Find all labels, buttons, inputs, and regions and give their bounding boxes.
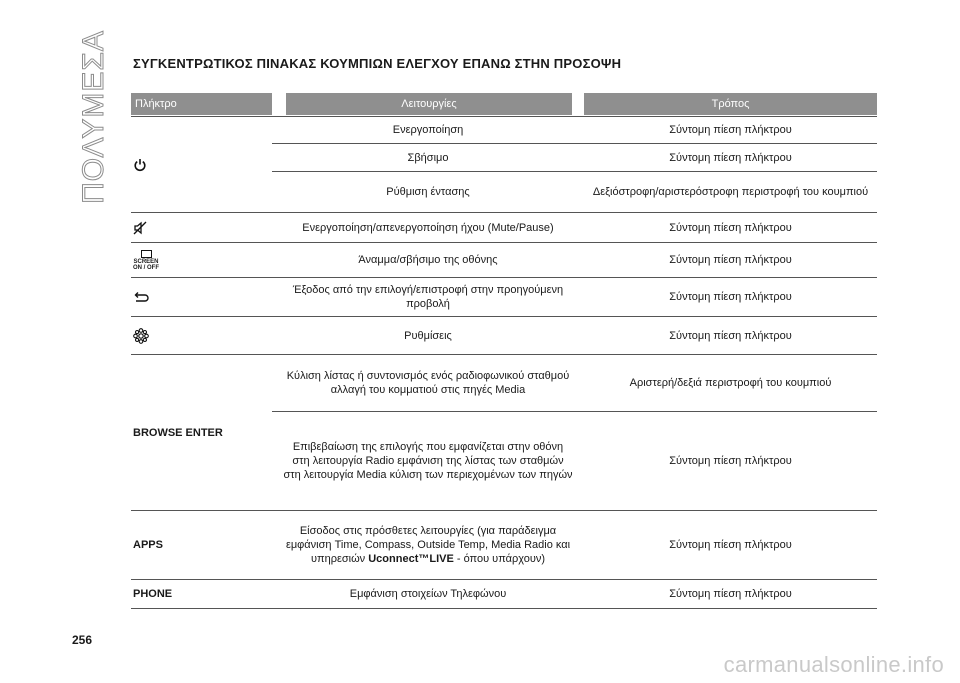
table-row [272,355,877,412]
table-row [272,172,877,212]
function-cell: Έξοδος από την επιλογή/επιστροφή στην προηγούμενη προβολή [292,284,564,310]
function-cell: Εμφάνιση στοιχείων Τηλεφώνου [349,588,507,600]
table-row-settings [131,317,877,355]
table-row [272,144,877,172]
table-row-mute [131,213,877,243]
key-back [131,278,272,316]
key-screen [131,243,272,277]
section-tab-label: ΠΟΛΥΜΕΣΑ [77,30,110,204]
table-row-phone [131,580,877,609]
key-browse: BROWSE ENTER [133,426,223,439]
method-cell: Δεξιόστροφη/αριστερόστροφη περιστροφή του κουμπιού [592,186,869,198]
page-title: ΣΥΓΚΕΝΤΡΩΤΙΚΟΣ ΠΙΝΑΚΑΣ ΚΟΥΜΠΙΩΝ ΕΛΕΓΧΟΥ ΕΠΑΝΩ ΣΤΗΝ ΠΡΟΣΟΨΗ [133,56,622,71]
key-mute [131,213,272,242]
header-method: Τρόπος [584,93,877,115]
function-cell: Επιβεβαίωση της επιλογής που εμφανίζεται στην οθόνη στη λειτουργία Radio εμφάνιση της λίστας των σταθμών στη λειτουργία Media κύλιση των περιεχομένων των πηγών [283,441,573,481]
table-row [272,117,877,144]
page-number: 256 [72,633,93,647]
header-function: Λειτουργίες [286,93,572,115]
table-row-power [131,116,877,213]
table-row-apps [131,511,877,580]
method-cell: Σύντομη πίεση πλήκτρου [669,151,792,164]
table-header [131,93,877,115]
function-cell: Σβήσιμο [407,151,449,164]
key-settings [131,317,272,354]
key-apps: APPS [133,539,163,551]
method-cell: Σύντομη πίεση πλήκτρου [669,329,792,342]
section-tab [72,30,116,204]
back-icon [133,291,149,303]
method-cell: Σύντομη πίεση πλήκτρου [669,291,792,303]
function-cell: Ρύθμιση έντασης [386,186,470,198]
table-row-back [131,278,877,317]
table-row-screen [131,243,877,278]
method-cell: Σύντομη πίεση πλήκτρου [669,221,792,234]
function-cell: Είσοδος στις πρόσθετες λειτουργίες (για παράδειγμα εμφάνιση Time, Compass, Outside Temp, Media Radio και υπηρεσιών Uconnect™LIVE - όπου υπάρχουν) [285,525,571,565]
power-icon [133,158,147,172]
function-cell: Άναμμα/σβήσιμο της οθόνης [358,254,498,266]
method-cell: Σύντομη πίεση πλήκτρου [669,455,792,467]
settings-icon [133,328,149,344]
controls-table [131,93,877,609]
key-power [131,117,272,212]
screen-onoff-icon: SCREEN ON / OFF [133,250,159,271]
function-cell: Ρυθμίσεις [404,329,452,342]
watermark: carmanualsonline.info [723,652,944,677]
method-cell: Σύντομη πίεση πλήκτρου [669,539,792,551]
header-key: Πλήκτρο [131,93,272,115]
function-cell: Ενεργοποίηση/απενεργοποίηση ήχου (Mute/Pause) [302,221,554,234]
method-cell: Σύντομη πίεση πλήκτρου [669,254,792,266]
method-cell: Σύντομη πίεση πλήκτρου [669,588,792,600]
brand-name: Uconnect™LIVE [368,553,454,565]
key-phone: PHONE [133,588,173,600]
method-cell: Σύντομη πίεση πλήκτρου [669,124,792,136]
function-cell: Ενεργοποίηση [392,124,464,136]
table-row-browse [131,355,877,511]
function-cell: Κύλιση λίστας ή συντονισμός ενός ραδιοφωνικού σταθμού αλλαγή του κομματιού στις πηγές Media [286,370,570,396]
method-cell: Αριστερή/δεξιά περιστροφή του κουμπιού [629,377,832,389]
table-row [272,412,877,510]
mute-icon [133,221,147,235]
